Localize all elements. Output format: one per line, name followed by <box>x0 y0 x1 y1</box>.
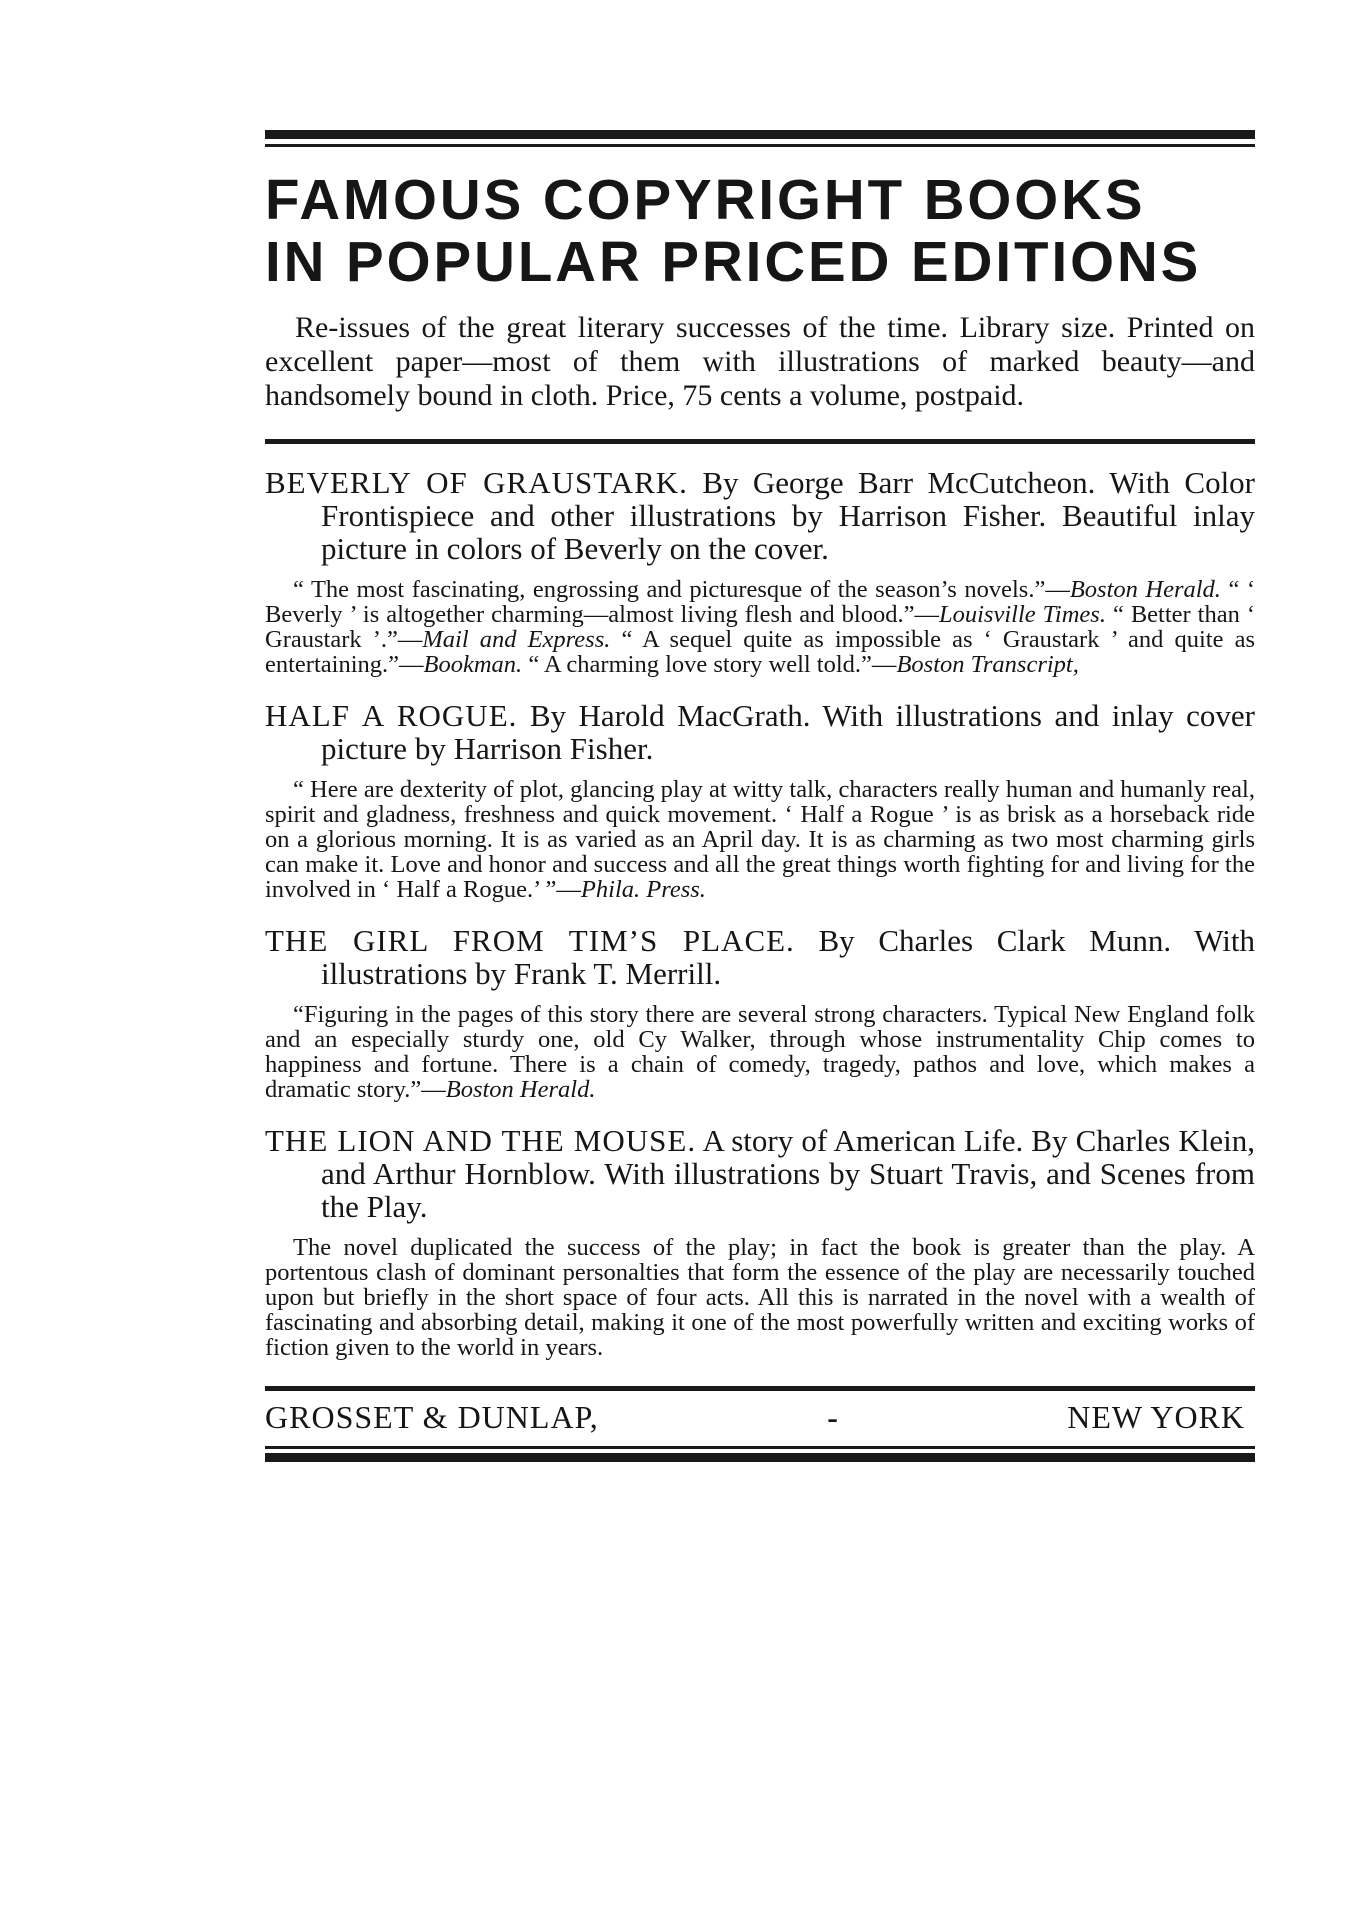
review-text: “ Better than ‘ Graustark ’.”— <box>265 601 1256 653</box>
publisher-footer <box>265 1391 1255 1446</box>
book-heading <box>265 466 1255 565</box>
review-text: “ A charming love story well told.”— <box>522 651 897 678</box>
book-details: By Charles Clark Munn. With illustrations by Frank T. Merrill. <box>321 923 1255 991</box>
title-line-2: IN POPULAR PRICED EDITIONS <box>265 230 1202 294</box>
review-source: Phila. Press. <box>580 876 706 903</box>
book-title: BEVERLY OF GRAUSTARK. <box>265 465 688 500</box>
footer-rule-thick <box>265 1453 1255 1462</box>
review-text: “ Here are dexterity of plot, glancing play at witty talk, characters really human and humanly real, spirit and gladness, freshness and quick movement. ‘ Half a Rogue ’ is as brisk as a horseback ride on a glorious morning. It is as varied as an April day. It is as charming as two most charming girls can make it. Love and honor and success and all the great things worth fighting for and living for the involved in ‘ Half a Rogue.’ ”— <box>265 776 1255 903</box>
book-heading <box>265 1124 1255 1223</box>
footer-dash: - <box>827 1399 839 1435</box>
review-source: Boston Transcript, <box>896 651 1079 678</box>
review-source: Mail and Express. <box>422 626 611 653</box>
intro-paragraph: Re-issues of the great literary successes of the time. Library size. Printed on excellent paper—most of them with illustrations of marked beauty—and handsomely bound in cloth. Price, 75 cents a volume, postpaid. <box>265 311 1255 412</box>
page-title <box>265 169 1245 293</box>
top-rule-thick <box>265 130 1255 139</box>
book-review-quote <box>265 1002 1255 1102</box>
book-list <box>265 466 1255 1360</box>
book-title: HALF A ROGUE. <box>265 698 518 733</box>
book-entry <box>265 924 1255 1102</box>
review-source: Boston Herald. <box>445 1076 596 1103</box>
book-entry <box>265 466 1255 677</box>
review-source: Boston Herald. <box>1069 576 1221 603</box>
book-details: A story of American Life. By Charles Klein, and Arthur Hornblow. With illustrations by Stuart Travis, and Scenes from the Play. <box>321 1123 1255 1224</box>
book-review-quote <box>265 1235 1255 1360</box>
book-heading <box>265 699 1255 765</box>
book-details: By Harold MacGrath. With illustrations and inlay cover picture by Harrison Fisher. <box>321 698 1255 766</box>
advertisement-page <box>265 130 1255 1462</box>
publisher-city: NEW YORK <box>1067 1399 1245 1435</box>
review-source: Louisville Times. <box>939 601 1106 628</box>
book-review-quote <box>265 577 1255 677</box>
review-text: “Figuring in the pages of this story there are several strong characters. Typical New England folk and an especially sturdy one, old Cy Walker, through whose instrumentality Chip comes to happiness and fortune. There is a chain of comedy, tragedy, pathos and love, which makes a dramatic story.”— <box>265 1001 1255 1103</box>
section-rule <box>265 439 1255 444</box>
book-title: THE GIRL FROM TIM’S PLACE. <box>265 923 795 958</box>
review-source: Bookman. <box>423 651 523 678</box>
book-entry <box>265 699 1255 902</box>
book-entry <box>265 1124 1255 1360</box>
book-title: THE LION AND THE MOUSE. <box>265 1123 697 1158</box>
book-review-quote <box>265 777 1255 902</box>
book-details: By George Barr McCutcheon. With Color Frontispiece and other illustrations by Harrison Fisher. Beautiful inlay picture in colors of Beverly on the cover. <box>321 465 1256 566</box>
review-text: The novel duplicated the success of the play; in fact the book is greater than the play. A portentous clash of dominant personalties that form the essence of the play are necessarily touched upon but briefly in the short space of four acts. All this is narrated in the novel with a wealth of fascinating and absorbing detail, making it one of the most powerfully written and exciting works of fiction given to the world in years. <box>265 1234 1255 1361</box>
title-line-1: FAMOUS COPYRIGHT BOOKS <box>265 168 1146 232</box>
review-text: “ The most fascinating, engrossing and picturesque of the season’s novels.”— <box>293 576 1070 603</box>
publisher-name: GROSSET & DUNLAP, <box>265 1399 599 1435</box>
review-text: “ A sequel quite as impossible as ‘ Graustark ’ and quite as entertaining.”— <box>265 626 1255 678</box>
review-text: “ ‘ Beverly ’ is altogether charming—almost living flesh and blood.”— <box>265 576 1255 628</box>
book-heading <box>265 924 1255 990</box>
